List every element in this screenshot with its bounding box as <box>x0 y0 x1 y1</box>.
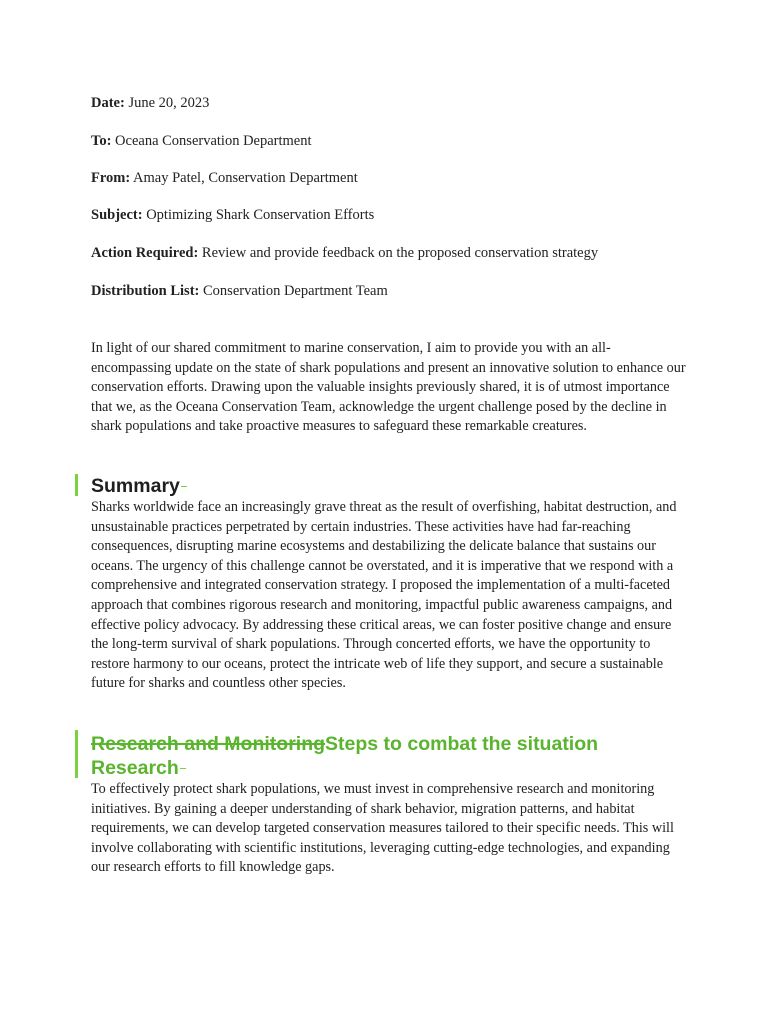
date-value: June 20, 2023 <box>128 95 210 111</box>
distribution-list-value: Conservation Department Team <box>203 283 388 299</box>
deleted-heading-text: Research and Monitoring <box>91 733 326 755</box>
research-paragraph: To effectively protect shark populations, we must invest in comprehensive research and monitoring initiatives. By gaining a deeper understanding of shark behavior, migration patterns, and habitat requirements, we can develop targeted conservation measures tailored to their specific needs. This will involve collaborating with scientific institutions, leveraging cutting-edge technologies, and expanding our research efforts to fill knowledge gaps. <box>91 781 674 876</box>
subject-value: Optimizing Shark Conservation Efforts <box>146 207 375 223</box>
summary-heading-text: Summary <box>91 475 180 497</box>
to-value: Oceana Conservation Department <box>115 133 312 149</box>
summary-paragraph: Sharks worldwide face an increasingly grave threat as the result of overfishing, habitat destruction, and unsustainable practices perpetrated by certain industries. These activities have had far-reaching consequences, disrupting marine ecosystems and destabilizing the delicate balance that sustains our oceans. The urgency of this challenge cannot be overstated, and it is imperative that we respond with a comprehensive and integrated conservation strategy. I proposed the implementation of a multi-faceted approach that combines rigorous research and monitoring, impactful public awareness campaigns, and effective policy advocacy. By addressing these critical areas, we can foster positive change and ensure the long-term survival of shark populations. Through concerted efforts, we have the opportunity to restore harmony to our oceans, protect the intricate web of life they support, and secure a sustainable future for sharks and countless other species. <box>91 499 677 692</box>
date-label: Date: <box>91 95 125 111</box>
from-value: Amay Patel, Conservation Department <box>133 170 358 186</box>
distribution-list-label: Distribution List: <box>91 283 200 299</box>
date-line <box>91 94 209 112</box>
to-label: To: <box>91 133 112 149</box>
to-line <box>91 132 312 150</box>
summary-change-bar <box>75 474 78 496</box>
action-required-line <box>91 244 598 262</box>
action-required-value: Review and provide feedback on the proposed conservation strategy <box>201 245 599 261</box>
research-subheading <box>91 756 186 780</box>
steps-heading <box>91 732 598 756</box>
distribution-list-line <box>91 282 388 300</box>
steps-change-bar <box>75 730 78 778</box>
deleted-mark <box>180 768 186 769</box>
summary-heading <box>91 474 187 498</box>
deleted-mark <box>181 486 187 487</box>
intro-paragraph: In light of our shared commitment to marine conservation, I aim to provide you with an all-encompassing update on the state of shark populations and present an innovative solution to enhance our conservation efforts. Drawing upon the valuable insights previously shared, it is of utmost importance that we, as the Oceana Conservation Team, acknowledge the urgent challenge posed by the decline in shark populations and take proactive measures to safeguard these remarkable creatures. <box>91 340 686 435</box>
from-line <box>91 169 358 187</box>
inserted-heading-text: Steps to combat the situation <box>325 733 599 755</box>
from-label: From: <box>91 170 131 186</box>
action-required-label: Action Required: <box>91 245 199 261</box>
subject-line <box>91 206 374 224</box>
subject-label: Subject: <box>91 207 143 223</box>
research-subheading-text: Research <box>91 757 179 779</box>
